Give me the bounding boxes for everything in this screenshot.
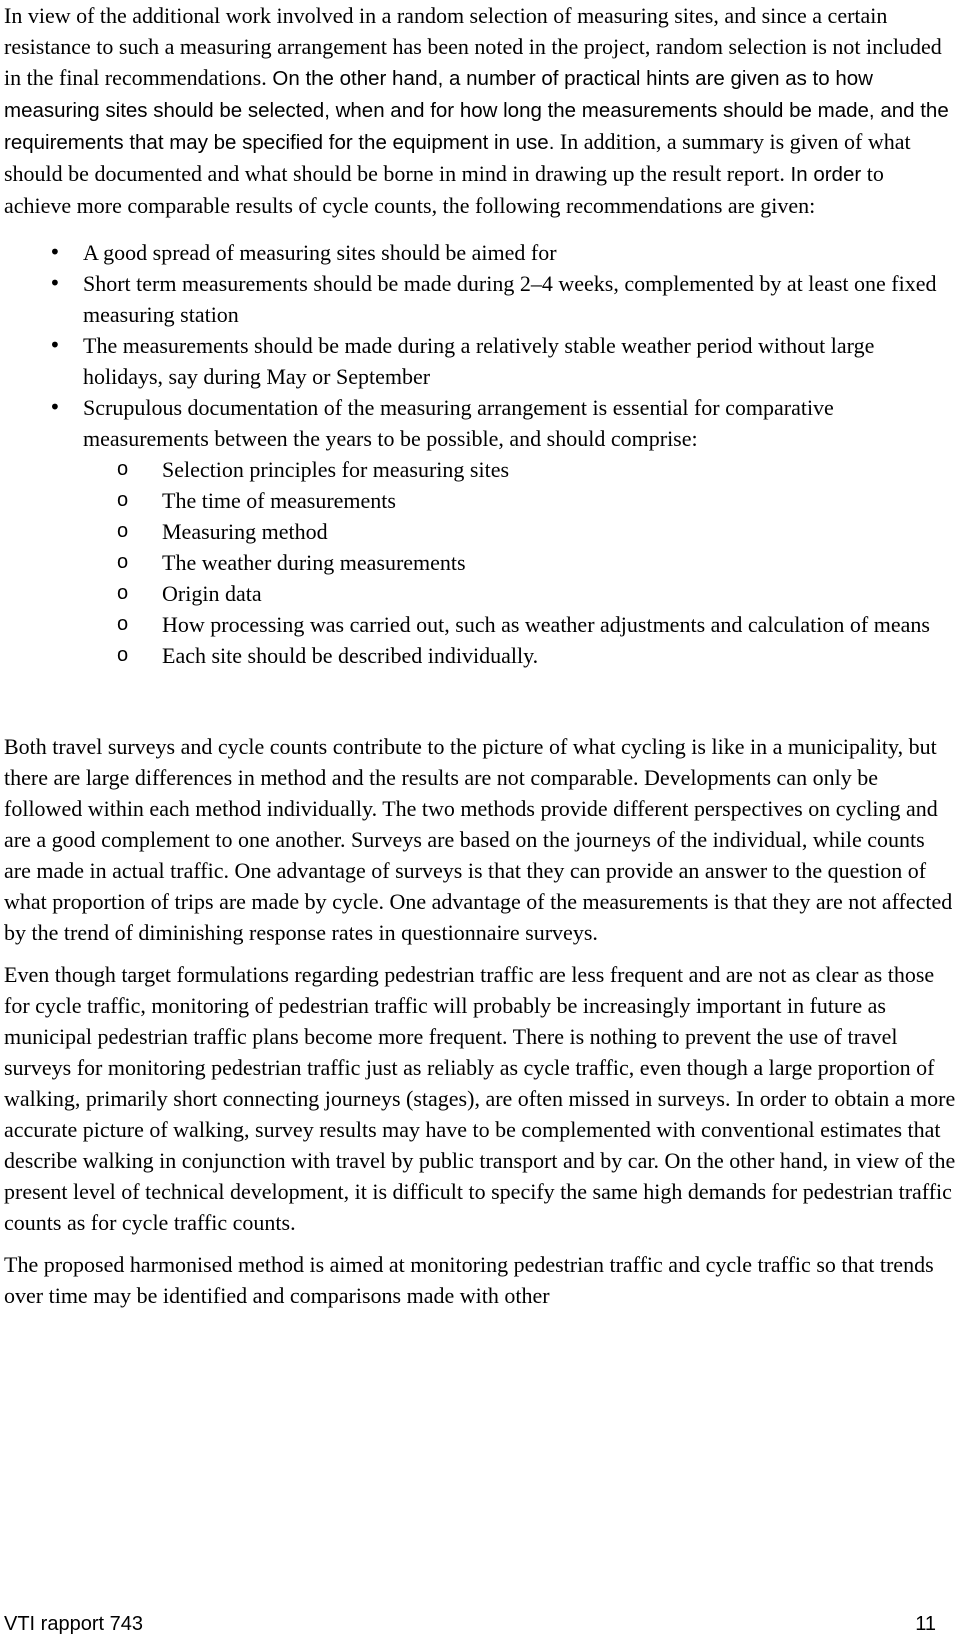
footer-report-name: VTI rapport 743 [4, 1613, 143, 1635]
documentation-item: o Selection principles for measuring sites [82, 454, 956, 485]
paragraph-intro-part-c: In addition, a summary is given of what should be documented and what should be borne in mind in drawing up the result report. [4, 129, 911, 186]
paragraph-intro-part-d: In order [784, 163, 862, 186]
recommendation-item-documentation [4, 392, 956, 671]
documentation-item: o How processing was carried out, such as weather adjustments and calculation of means [82, 609, 956, 640]
paragraph-intro-part-e: to achieve more comparable results of cycle counts, the following recommendations are given: [4, 161, 884, 218]
paragraph-intro [4, 0, 956, 221]
paragraph-intro-part-a: In view of the additional work involved in a random selection of measuring sites, and since a certain resistance to such a measuring arrangement has been noted in the project, random selection is not included in the final recommendations. [4, 3, 942, 90]
body-text [4, 0, 956, 1311]
documentation-item: o Origin data [82, 578, 956, 609]
footer-page-number: 11 [915, 1613, 936, 1635]
paragraph-harmonised-method: The proposed harmonised method is aimed at monitoring pedestrian traffic and cycle traffic so that trends over time may be identified and comparisons made with other [4, 1252, 934, 1308]
recommendation-item: • A good spread of measuring sites should be aimed for [4, 237, 956, 268]
documentation-item: o The weather during measurements [82, 547, 956, 578]
recommendation-item: • The measurements should be made during a relatively stable weather period without large holidays, say during May or September [4, 330, 956, 392]
documentation-item: o Measuring method [82, 516, 956, 547]
documentation-item: o Each site should be described individually. [82, 640, 956, 671]
documentation-item: o The time of measurements [82, 485, 956, 516]
recommendations-list [4, 237, 956, 671]
recommendation-item-text: Scrupulous documentation of the measuring arrangement is essential for comparative measurements between the years to be possible, and should comprise: [83, 395, 834, 451]
paragraph-surveys-vs-counts: Both travel surveys and cycle counts contribute to the picture of what cycling is like in a municipality, but there are large differences in method and the results are not comparable. Developments can only be followed within each method individually. The two methods provide different perspectives on cycling and are a good complement to one another. Surveys are based on the journeys of the individual, while counts are made in actual traffic. One advantage of surveys is that they can provide an answer to the question of what proportion of trips are made by cycle. One advantage of the measurements is that they are not affected by the trend of diminishing response rates in questionnaire surveys. [4, 734, 953, 945]
documentation-items-list [83, 454, 956, 671]
recommendation-item: • Short term measurements should be made during 2–4 weeks, complemented by at least one fixed measuring station [4, 268, 956, 330]
paragraph-pedestrian-traffic: Even though target formulations regarding pedestrian traffic are less frequent and are not as clear as those for cycle traffic, monitoring of pedestrian traffic will probably be increasingly important in future as municipal pedestrian traffic plans become more frequent. There is nothing to prevent the use of travel surveys for monitoring pedestrian traffic just as reliably as cycle traffic, even though a large proportion of walking, primarily short connecting journeys (stages), are often missed in surveys. In order to obtain a more accurate picture of walking, survey results may have to be complemented with conventional estimates that describe walking in conjunction with travel by public transport and by car. On the other hand, in view of the present level of technical development, it is difficult to specify the same high demands for pedestrian traffic counts as for cycle traffic counts. [4, 962, 956, 1235]
paragraph-intro-part-b: On the other hand, a number of practical hints are given as to how measuring sites should be selected, when and for how long the measurements should be made, and the requirements that may be specified for the equipment in use. [4, 67, 949, 154]
